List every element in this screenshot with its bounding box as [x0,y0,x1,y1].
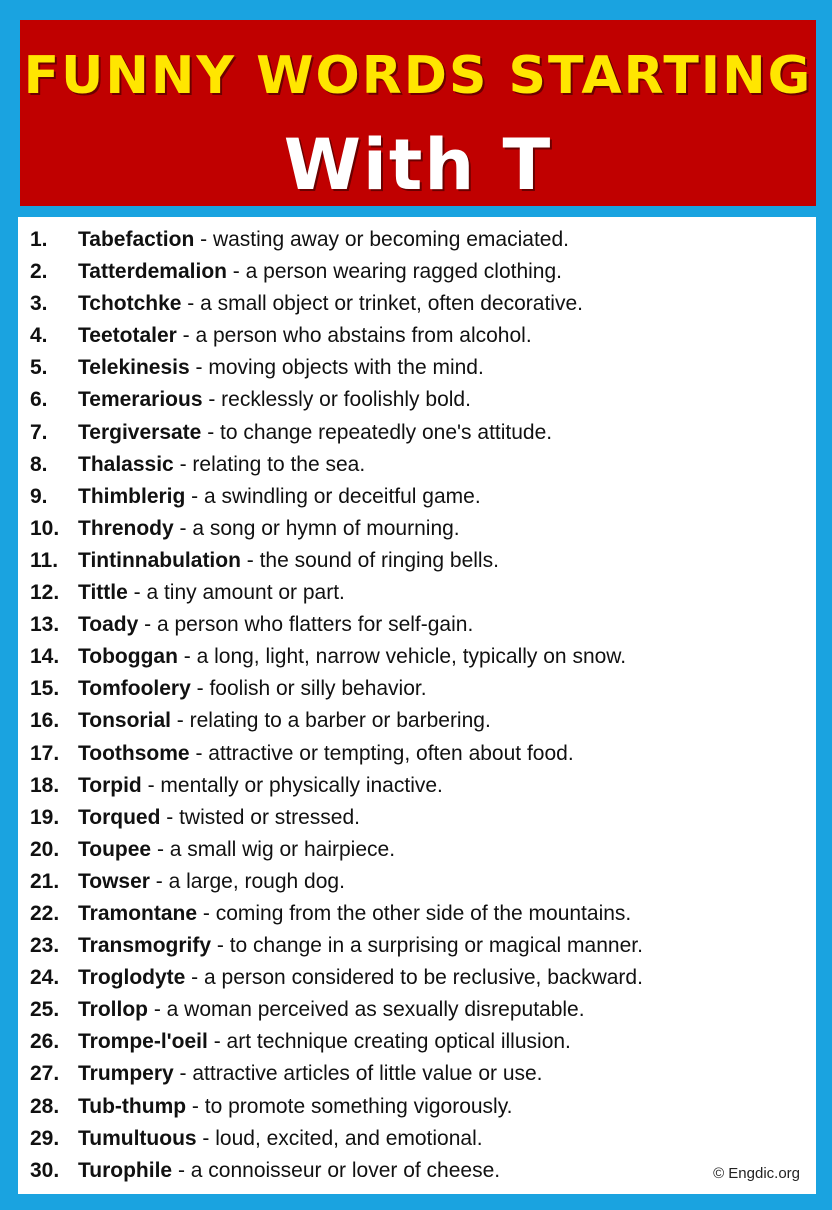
item-entry [78,545,499,577]
item-word: Tchotchke [78,292,182,316]
item-number: 5. [30,356,48,380]
item-number: 2. [30,260,48,284]
list-item [18,577,816,609]
list-item [18,994,816,1026]
item-number: 4. [30,324,48,348]
item-entry [78,673,427,705]
item-word: Thimblerig [78,484,186,508]
item-word: Tub-thump [78,1094,187,1118]
item-word: Trumpery [78,1062,174,1086]
list-item [18,449,816,481]
list-item [18,1026,816,1058]
item-definition: - relating to the sea. [173,452,366,476]
item-definition: - a tiny amount or part. [127,581,345,605]
list-item [18,802,816,834]
item-number: 11. [30,548,59,572]
list-item [18,1058,816,1090]
item-word: Torpid [78,773,142,797]
list-item [18,1123,816,1155]
item-definition: - a song or hymn of mourning. [173,516,460,540]
item-number: 12. [30,581,60,605]
item-definition: - to change repeatedly one's attitude. [201,420,553,444]
item-number: 16. [30,709,60,733]
item-entry [78,384,471,416]
title-line-2: With T [283,124,553,206]
item-word: Toboggan [78,645,178,669]
item-entry [78,1155,500,1187]
list-item [18,288,816,320]
list-item [18,417,816,449]
item-word: Trollop [78,998,148,1022]
item-entry [78,770,443,802]
item-word: Tramontane [78,901,198,925]
list-item [18,224,816,256]
item-number: 13. [30,613,60,637]
item-entry [78,288,583,320]
item-definition: - to promote something vigorously. [186,1094,513,1118]
list-item [18,770,816,802]
item-number: 17. [30,741,60,765]
item-definition: - a large, rough dog. [149,869,345,893]
item-definition: - a person who flatters for self-gain. [138,613,474,637]
item-entry [78,1026,571,1058]
item-number: 15. [30,677,60,701]
item-definition: - a person considered to be reclusive, backward. [185,966,643,990]
item-definition: - attractive articles of little value or use. [173,1062,543,1086]
item-number: 6. [30,388,48,412]
item-entry [78,417,552,449]
list-item [18,738,816,770]
item-definition: - relating to a barber or barbering. [170,709,491,733]
list-item [18,256,816,288]
item-definition: - a small wig or hairpiece. [151,837,396,861]
item-word: Trompe-l'oeil [78,1030,208,1054]
item-word: Tumultuous [78,1126,197,1150]
item-definition: - attractive or tempting, often about food. [189,741,574,765]
item-entry [78,641,626,673]
item-entry [78,481,481,513]
item-number: 26. [30,1030,60,1054]
word-list-panel [18,217,816,1194]
item-number: 14. [30,645,60,669]
item-word: Telekinesis [78,356,190,380]
item-entry [78,962,643,994]
item-number: 19. [30,805,60,829]
list-item [18,481,816,513]
item-entry [78,705,491,737]
item-entry [78,256,562,288]
item-definition: - the sound of ringing bells. [240,548,499,572]
item-entry [78,1058,543,1090]
list-item [18,545,816,577]
list-item [18,834,816,866]
item-entry [78,738,574,770]
item-word: Toady [78,613,139,637]
item-word: Tonsorial [78,709,171,733]
item-entry [78,577,345,609]
list-item [18,1091,816,1123]
item-number: 3. [30,292,48,316]
item-definition: - coming from the other side of the mountains. [197,901,632,925]
item-definition: - a small object or trinket, often decorative. [181,292,583,316]
item-definition: - a swindling or deceitful game. [185,484,481,508]
item-entry [78,802,360,834]
item-entry [78,513,460,545]
item-definition: - a person wearing ragged clothing. [226,260,563,284]
item-number: 9. [30,484,48,508]
item-number: 28. [30,1094,60,1118]
item-number: 8. [30,452,48,476]
item-definition: - foolish or silly behavior. [190,677,427,701]
item-definition: - loud, excited, and emotional. [196,1126,483,1150]
item-definition: - to change in a surprising or magical manner. [211,934,643,958]
item-word: Temerarious [78,388,203,412]
title-line-1: FUNNY WORDS STARTING [23,46,813,106]
list-item [18,384,816,416]
item-word: Teetotaler [78,324,177,348]
item-word: Thalassic [78,452,174,476]
item-word: Threnody [78,516,174,540]
item-word: Toupee [78,837,152,861]
item-number: 1. [30,228,48,251]
item-number: 21. [30,869,60,893]
item-entry [78,930,643,962]
item-entry [78,1091,513,1123]
item-word: Tintinnabulation [78,548,241,572]
list-item [18,352,816,384]
item-definition: - a connoisseur or lover of cheese. [172,1158,501,1182]
item-word: Troglodyte [78,966,186,990]
item-entry [78,352,484,384]
list-item [18,320,816,352]
item-word: Transmogrify [78,934,212,958]
list-item [18,705,816,737]
title-banner [20,20,816,206]
item-definition: - recklessly or foolishly bold. [202,388,471,412]
item-entry [78,320,532,352]
list-item [18,641,816,673]
list-item [18,1155,816,1187]
item-entry [78,866,345,898]
item-definition: - a long, light, narrow vehicle, typically on snow. [177,645,627,669]
list-item [18,609,816,641]
item-word: Tatterdemalion [78,260,227,284]
item-definition: - twisted or stressed. [160,805,360,829]
item-definition: - moving objects with the mind. [189,356,484,380]
item-word: Tomfoolery [78,677,191,701]
item-number: 10. [30,516,60,540]
item-word: Towser [78,869,150,893]
item-definition: - art technique creating optical illusion. [207,1030,571,1054]
item-number: 27. [30,1062,60,1086]
item-entry [78,609,473,641]
list-item [18,962,816,994]
item-definition: - a woman perceived as sexually disreputable. [148,998,585,1022]
item-number: 25. [30,998,60,1022]
item-entry [78,898,631,930]
item-entry [78,834,395,866]
copyright-text: © Engdic.org [713,1165,800,1182]
list-item [18,513,816,545]
item-entry [78,224,569,256]
item-word: Turophile [78,1158,173,1182]
item-word: Torqued [78,805,161,829]
item-number: 23. [30,934,60,958]
item-entry [78,1123,483,1155]
item-word: Tittle [78,581,128,605]
item-number: 30. [30,1158,60,1182]
word-list [18,224,816,1187]
item-number: 29. [30,1126,60,1150]
item-number: 20. [30,837,60,861]
item-number: 18. [30,773,60,797]
item-number: 22. [30,901,60,925]
item-word: Tabefaction [78,228,195,251]
item-word: Tergiversate [78,420,202,444]
item-definition: - a person who abstains from alcohol. [176,324,532,348]
item-number: 7. [30,420,48,444]
item-entry [78,994,585,1026]
item-word: Toothsome [78,741,190,765]
list-item [18,866,816,898]
item-entry [78,449,365,481]
list-item [18,898,816,930]
item-number: 24. [30,966,60,990]
item-definition: - mentally or physically inactive. [141,773,443,797]
list-item [18,673,816,705]
list-item [18,930,816,962]
item-definition: - wasting away or becoming emaciated. [194,228,569,251]
